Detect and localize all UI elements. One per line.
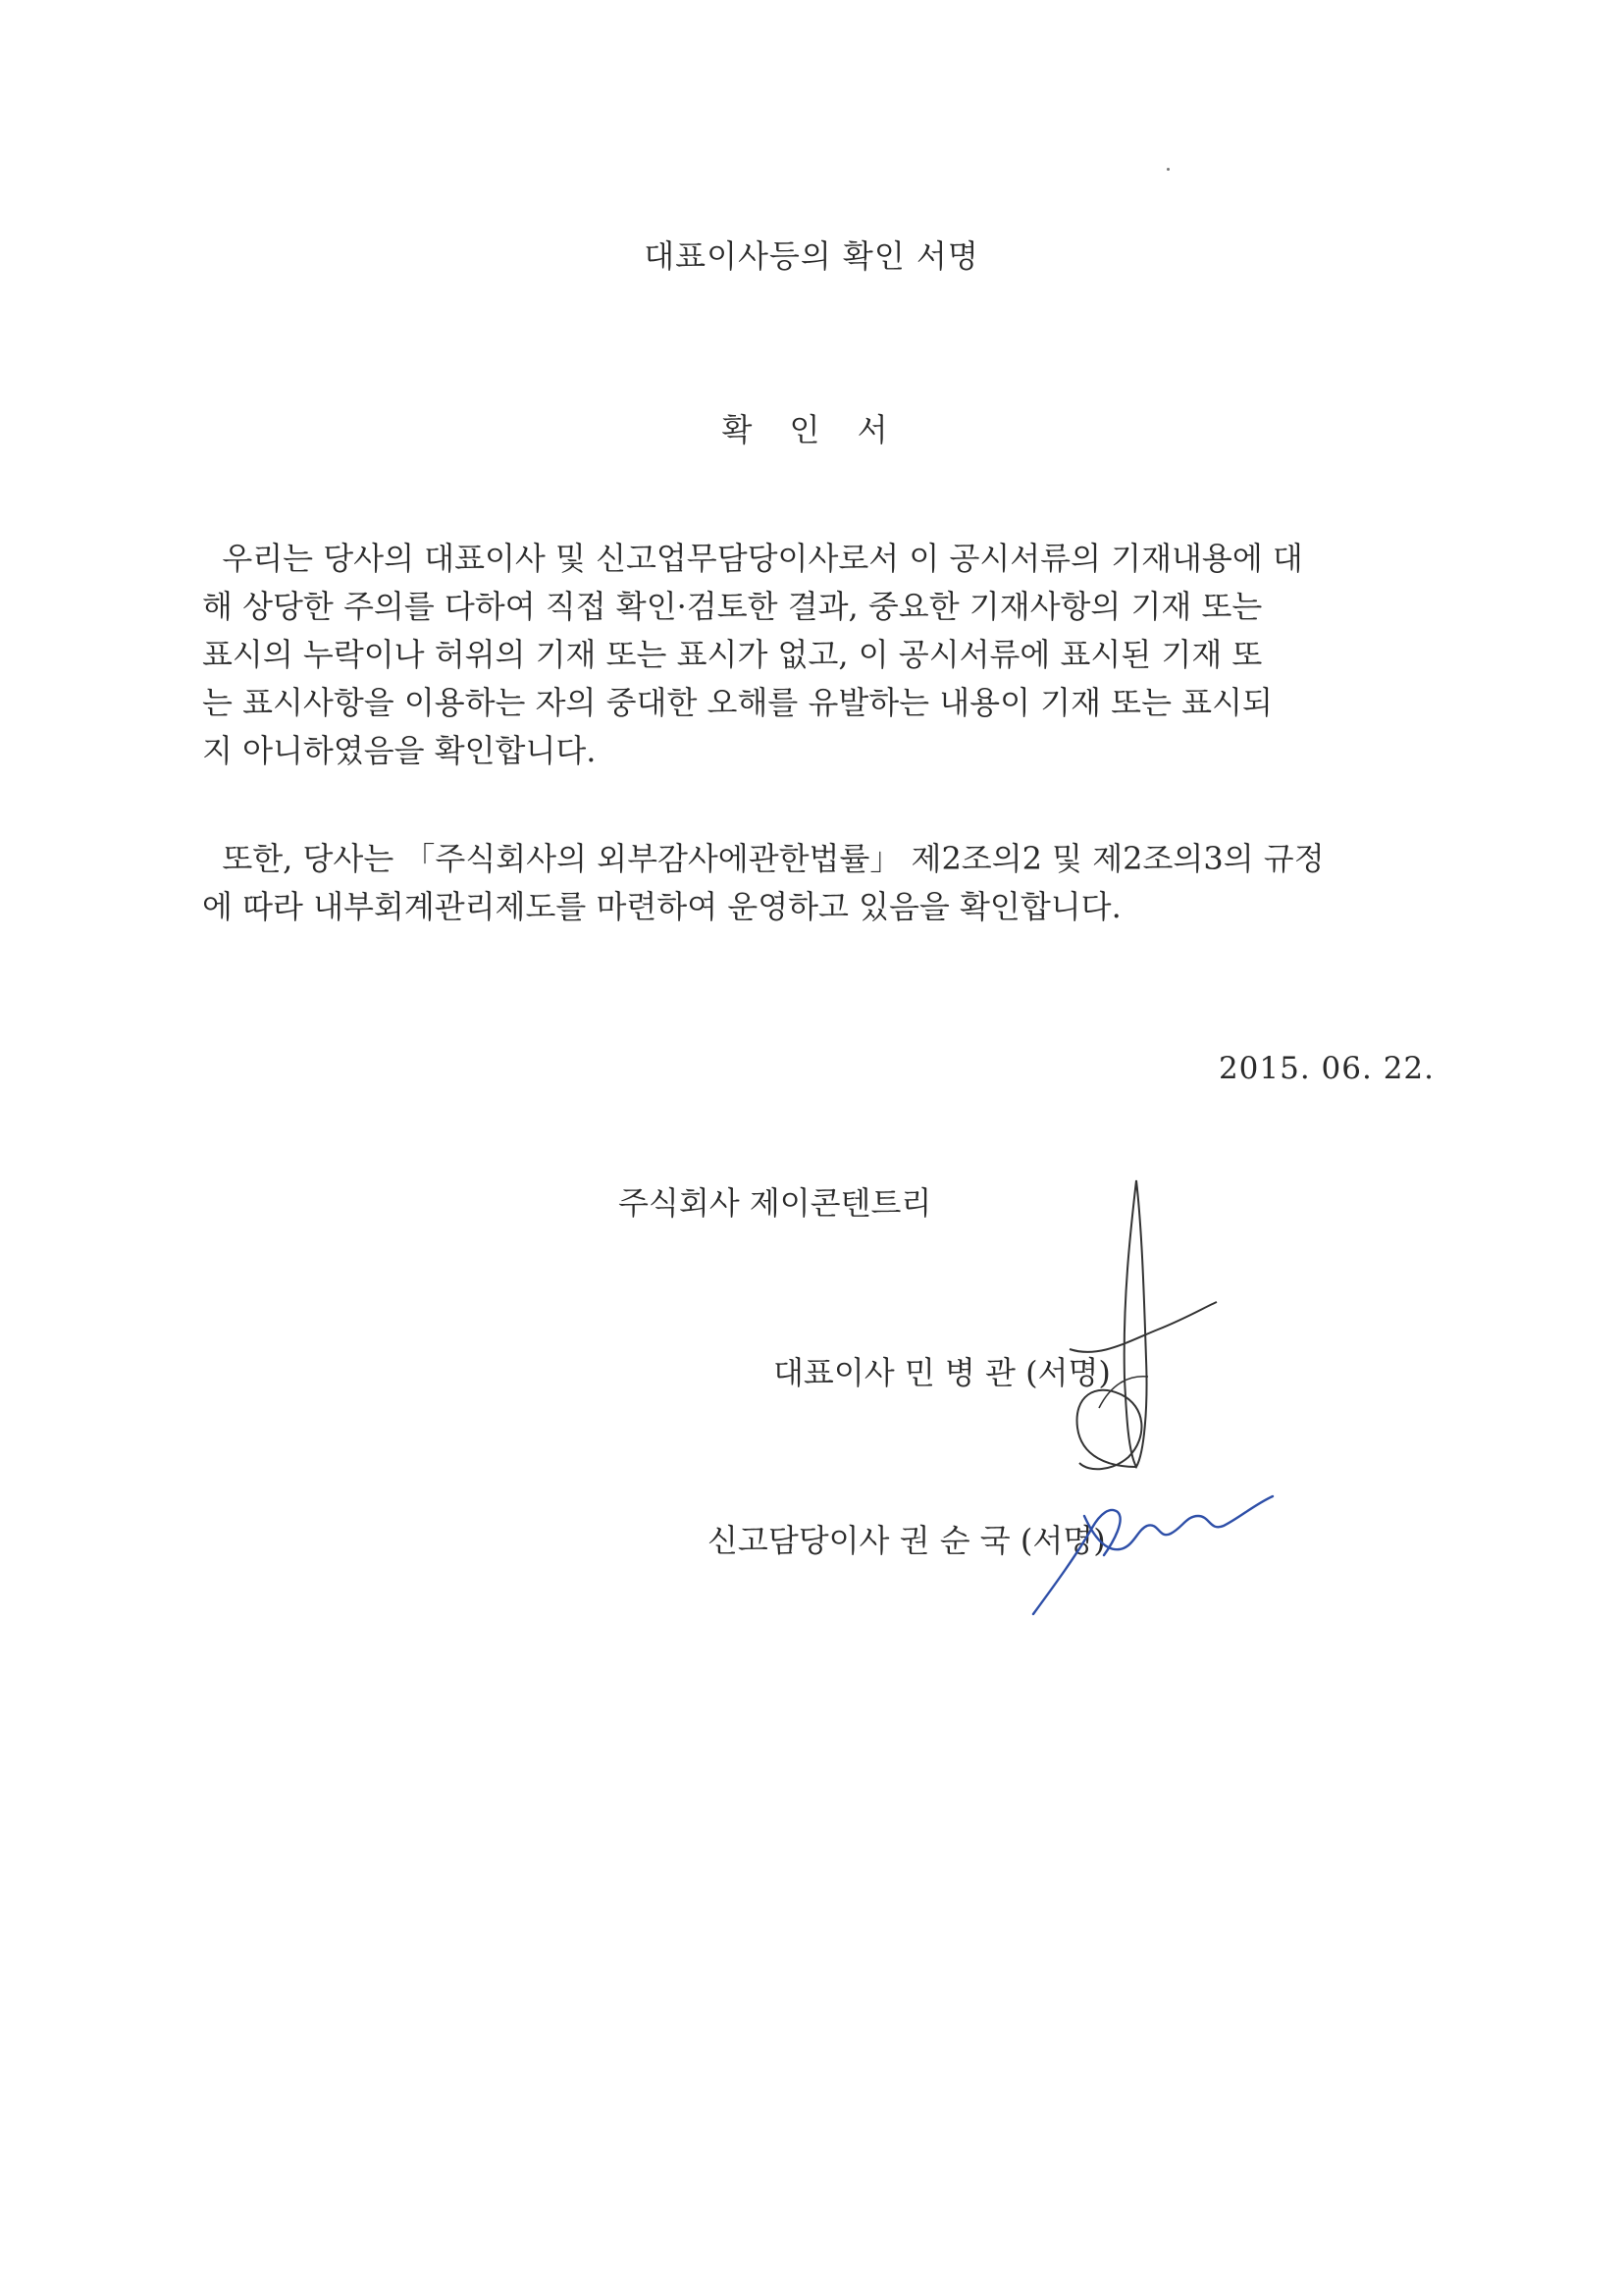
paragraph-line: 에 따라 내부회계관리제도를 마련하여 운영하고 있음을 확인합니다. [202, 888, 1122, 925]
internal-control-paragraph [202, 835, 1442, 931]
reporting-officer-signature-line: 신고담당이사 권 순 국 (서명) [707, 1522, 1106, 1559]
paragraph-line: 표시의 누락이나 허위의 기재 또는 표시가 없고, 이 공시서류에 표시된 기재 또 [202, 636, 1263, 673]
scan-speck [1167, 168, 1170, 171]
paragraph-line: 지 아니하였음을 확인합니다. [202, 732, 597, 769]
paragraph-line: 는 표시사항을 이용하는 자의 중대한 오해를 유발하는 내용이 기재 또는 표시되 [202, 684, 1273, 721]
ceo-handwritten-signature [1040, 1173, 1236, 1496]
ceo-signature-line: 대표이사 민 병 관 (서명) [773, 1354, 1111, 1391]
paragraph-line: 해 상당한 주의를 다하여 직접 확인·검토한 결과, 중요한 기재사항의 기재 또는 [202, 588, 1263, 625]
document-header: 대표이사등의 확인 서명 [644, 237, 979, 275]
paragraph-line: 우리는 당사의 대표이사 및 신고업무담당이사로서 이 공시서류의 기재내용에 대 [202, 540, 1303, 577]
company-name: 주식회사 제이콘텐트리 [618, 1184, 932, 1222]
document-date: 2015. 06. 22. [1218, 1051, 1435, 1086]
document-title: 확 인 서 [721, 411, 902, 448]
paragraph-line: 또한, 당사는 「주식회사의 외부감사에관한법률」 제2조의2 및 제2조의3의 규정 [202, 840, 1325, 877]
confirmation-paragraph [202, 535, 1442, 775]
